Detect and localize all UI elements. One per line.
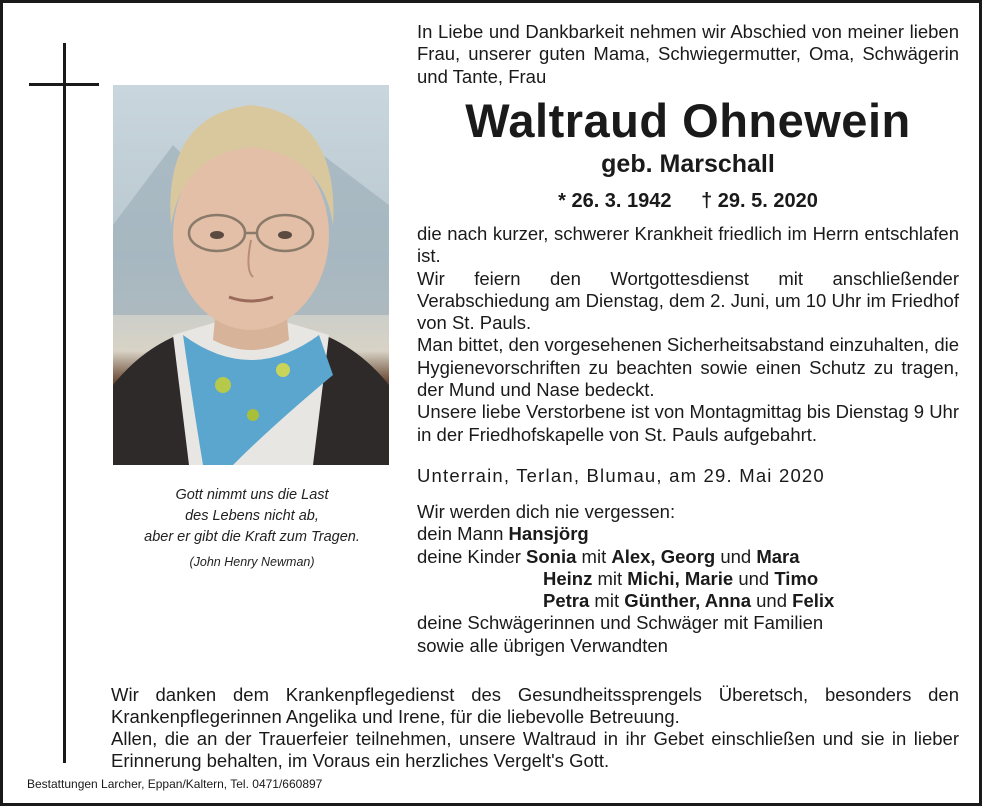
body-paragraph: die nach kurzer, schwerer Krankheit friedlich im Herrn entschlafen ist. [417, 223, 959, 267]
cross-vertical-bar [63, 43, 66, 763]
child-line: deine Kinder Sonia mit Alex, Georg und Mara [417, 545, 800, 567]
body-paragraph: Wir feiern den Wortgottesdienst mit anschließender Verabschiedung am Dienstag, dem 2. Juni, um 10 Uhr im Friedhof von St. Pauls. [417, 267, 959, 334]
body-paragraph: Man bittet, den vorgesehenen Sicherheitsabstand einzuhalten, die Hygienevorschriften zu beachten sowie einen Schutz zu tragen, der Mund und Nase bedeckt. [417, 334, 960, 401]
funeral-home-footer: Bestattungen Larcher, Eppan/Kaltern, Tel. 0471/660897 [27, 777, 323, 791]
maiden-name: geb. Marschall [601, 150, 775, 178]
quote-author: (John Henry Newman) [189, 555, 315, 569]
thanks-section [111, 684, 959, 772]
husband-name: Hansjörg [508, 523, 589, 545]
place-and-date: Unterrain, Terlan, Blumau, am 29. Mai 2020 [417, 465, 825, 486]
portrait-photo [113, 85, 389, 465]
cross-horizontal-bar [29, 83, 99, 86]
thanks-paragraph: Wir danken dem Krankenpflegedienst des Gesundheitssprengels Überetsch, besonders den Krankenpflegerinnen Angelika und Irene, für die liebevolle Betreuung. [111, 684, 959, 727]
intro-text: In Liebe und Dankbarkeit nehmen wir Abschied von meiner lieben Frau, unserer guten Mama, Schwiegermutter, Oma, Schwägerin und Tante, Frau [417, 21, 959, 87]
portrait-illustration [113, 85, 389, 465]
quote-line: aber er gibt die Kraft zum Tragen. [144, 529, 360, 545]
death-date: † 29. 5. 2020 [701, 190, 818, 212]
child-line: Petra mit Günther, Anna und Felix [543, 590, 835, 612]
quote-line: des Lebens nicht ab, [185, 508, 319, 524]
family-intro: Wir werden dich nie vergessen: [417, 501, 676, 522]
deceased-name: Waltraud Ohnewein [465, 94, 911, 147]
thanks-paragraph: Allen, die an der Trauerfeier teilnehmen, unsere Waltraud in ihr Gebet einschließen und sie in lieber Erinnerung behalten, im Voraus ein herzliches Vergelt's Gott. [111, 728, 959, 771]
life-dates [417, 188, 959, 214]
family-list [417, 501, 959, 657]
husband-line: dein Mann Hansjörg [417, 523, 589, 545]
inlaws-line: deine Schwägerinnen und Schwäger mit Familien [417, 612, 824, 634]
body-paragraph: Unsere liebe Verstorbene ist von Montagmittag bis Dienstag 9 Uhr in der Friedhofskapelle von St. Pauls aufgebahrt. [417, 401, 959, 445]
relatives-line: sowie alle übrigen Verwandten [417, 634, 668, 656]
child-line: Heinz mit Michi, Marie und Timo [543, 567, 819, 589]
quote-line: Gott nimmt uns die Last [175, 487, 329, 503]
memorial-quote [115, 485, 389, 573]
birth-date: * 26. 3. 1942 [558, 190, 672, 212]
notice-body [417, 223, 959, 446]
